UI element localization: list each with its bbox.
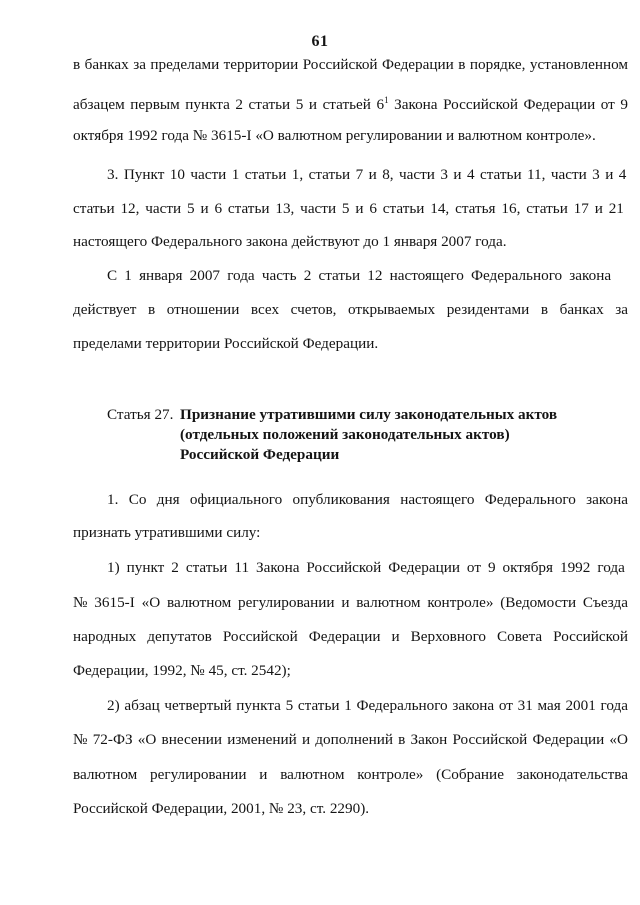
text-line: действует в отношении всех счетов, открываемых резидентами в банках за [73, 301, 628, 318]
article-title-line: Российской Федерации [180, 446, 340, 463]
superscript: 1 [384, 95, 389, 105]
text-fragment: абзацем первым пункта 2 статьи 5 и статьей 6 [73, 96, 385, 113]
text-line [73, 96, 628, 114]
text-line: в банках за пределами территории Российской Федерации в порядке, установленном [73, 56, 628, 73]
article-title-line: (отдельных положений законодательных актов) [180, 426, 510, 443]
text-fragment: Закона Российской Федерации от 9 [388, 96, 628, 113]
article-title [180, 405, 557, 465]
text-line: 2) абзац четвертый пункта 5 статьи 1 Федерального закона от 31 мая 2001 года [107, 697, 628, 714]
text-line: пределами территории Российской Федерации. [73, 335, 379, 352]
text-line: № 72-ФЗ «О внесении изменений и дополнений в Закон Российской Федерации «О [73, 731, 628, 748]
text-line: 1. Со дня официального опубликования настоящего Федерального закона [107, 491, 628, 508]
article-title-line: Признание утратившими силу законодательных актов [180, 406, 558, 423]
text-line: 1) пункт 2 статьи 11 Закона Российской Федерации от 9 октября 1992 года [107, 559, 625, 576]
text-line: Российской Федерации, 2001, № 23, ст. 2290). [73, 800, 370, 817]
text-line: С 1 января 2007 года часть 2 статьи 12 настоящего Федерального закона [107, 267, 612, 284]
text-line: Федерации, 1992, № 45, ст. 2542); [73, 662, 291, 679]
text-line: народных депутатов Российской Федерации и Верховного Совета Российской [73, 628, 628, 645]
text-line: № 3615-I «О валютном регулировании и валютном контроле» (Ведомости Съезда [73, 594, 628, 611]
text-line: октября 1992 года № 3615-I «О валютном регулировании и валютном контроле». [73, 127, 596, 144]
page-number: 61 [311, 33, 329, 50]
article-label: Статья 27. [107, 406, 174, 423]
text-line: валютном регулировании и валютном контроле» (Собрание законодательства [73, 766, 628, 783]
text-line: признать утратившими силу: [73, 524, 261, 541]
text-line: настоящего Федерального закона действуют до 1 января 2007 года. [73, 233, 507, 250]
text-line: статьи 12, части 5 и 6 статьи 13, части 5 и 6 статьи 14, статья 16, статьи 17 и 21 [73, 200, 624, 217]
text-line: 3. Пункт 10 части 1 статьи 1, статьи 7 и 8, части 3 и 4 статьи 11, части 3 и 4 [107, 166, 627, 183]
